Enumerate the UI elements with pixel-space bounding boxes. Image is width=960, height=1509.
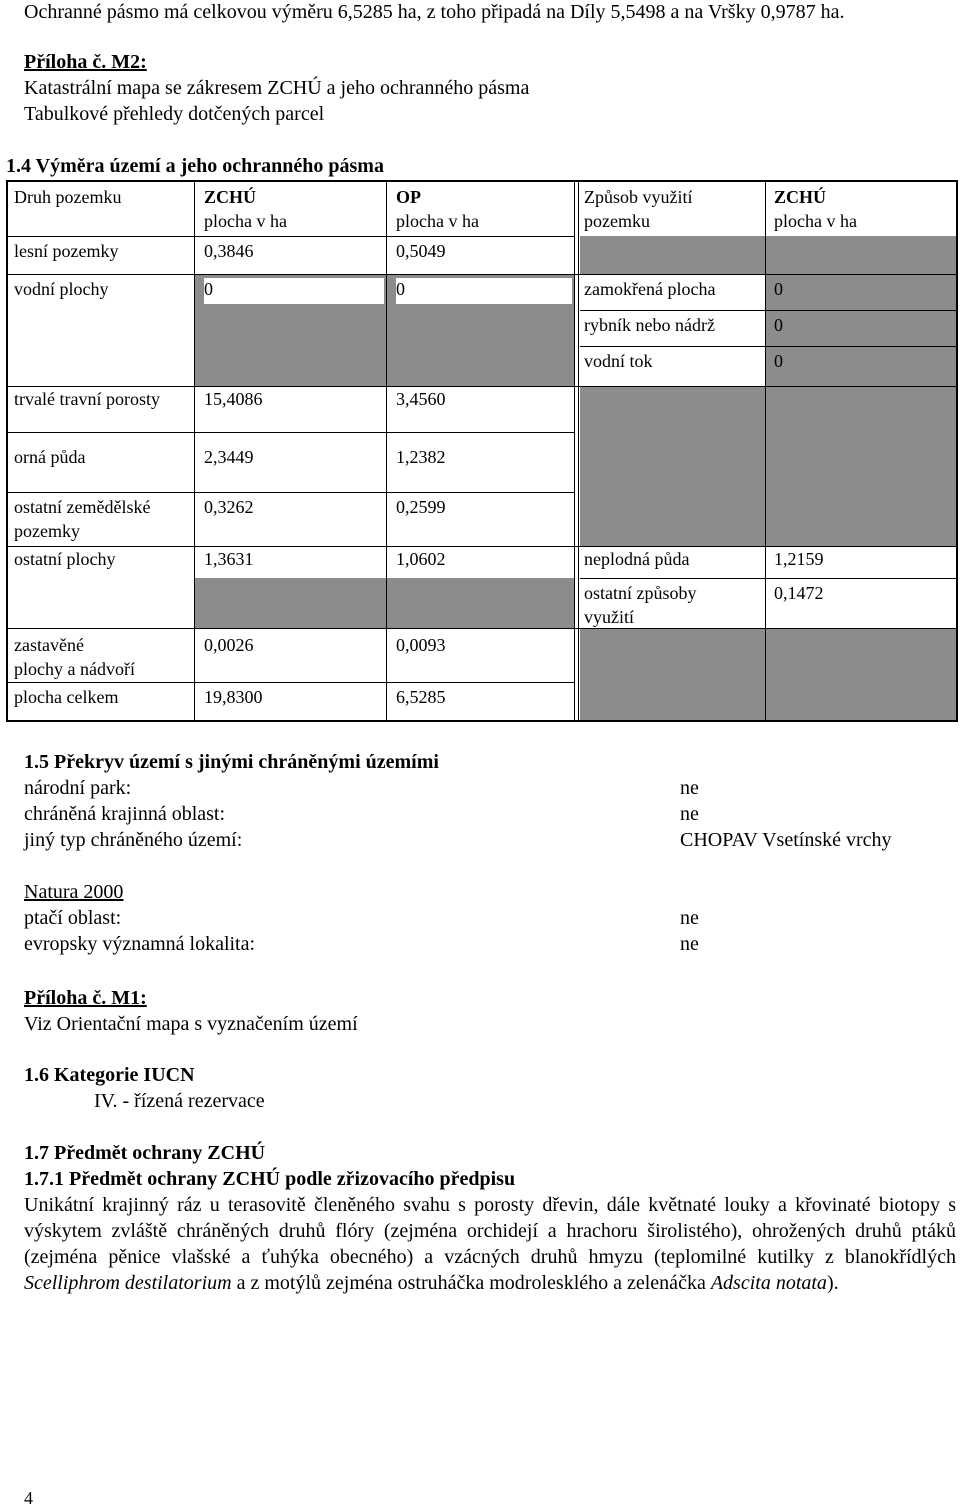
section-1-6-title: 1.6 Kategorie IUCN	[24, 1064, 195, 1086]
grey-fill	[580, 386, 956, 546]
row-divider	[8, 274, 956, 275]
grey-fill	[765, 274, 956, 386]
row-druh: vodní plochy	[14, 279, 109, 299]
row-op: 0,5049	[396, 241, 446, 261]
overlap-label: jiný typ chráněného území:	[24, 829, 243, 851]
col-divider	[194, 182, 195, 720]
protection-subject-paragraph	[24, 1192, 956, 1296]
natura-value: ne	[680, 907, 699, 929]
row-druh-line2: pozemky	[14, 521, 80, 541]
row-divider	[580, 578, 956, 579]
usage-value: 0,1472	[774, 583, 824, 603]
overlap-value: ne	[680, 803, 699, 825]
header-zchu-sub: plocha v ha	[204, 211, 287, 231]
overlap-label: národní park:	[24, 777, 132, 799]
row-op: 0,2599	[396, 497, 446, 517]
paragraph-text: ).	[826, 1272, 839, 1294]
area-table	[6, 180, 958, 722]
col-divider	[386, 182, 387, 720]
usage-value: 0	[774, 315, 783, 335]
iucn-category: IV. - řízená rezervace	[94, 1090, 265, 1112]
row-divider	[580, 310, 956, 311]
usage-name: ostatní způsoby	[584, 583, 697, 603]
row-divider	[8, 432, 574, 433]
row-divider	[580, 346, 956, 347]
overlap-label: chráněná krajinná oblast:	[24, 803, 226, 825]
row-zchu: 0,3846	[204, 241, 254, 261]
overlap-value: CHOPAV Vsetínské vrchy	[680, 829, 892, 851]
row-op: 6,5285	[396, 687, 446, 707]
intro-line: Ochranné pásmo má celkovou výměru 6,5285 ha, z toho připadá na Díly 5,5498 a na Vršky 0,9787 ha.	[24, 1, 845, 23]
row-druh: ostatní zemědělské	[14, 497, 151, 517]
header-zpusob: Způsob využití	[584, 187, 693, 207]
row-zchu: 0,0026	[204, 635, 254, 655]
row-druh: lesní pozemky	[14, 241, 119, 261]
annex-m2-line-2: Tabulkové přehledy dotčených parcel	[24, 103, 325, 125]
natura-label: evropsky významná lokalita:	[24, 933, 256, 955]
header-op: OP	[396, 187, 421, 207]
row-divider	[8, 236, 574, 237]
row-zchu: 1,3631	[204, 549, 254, 569]
row-zchu: 19,8300	[204, 687, 263, 707]
natura-value: ne	[680, 933, 699, 955]
row-zchu: 0,3262	[204, 497, 254, 517]
natura-title: Natura 2000	[24, 881, 124, 903]
row-divider	[8, 386, 956, 387]
row-op: 0,0093	[396, 635, 446, 655]
row-op: 1,0602	[396, 549, 446, 569]
row-op: 3,4560	[396, 389, 446, 409]
usage-name: rybník nebo nádrž	[584, 315, 715, 335]
header-op-sub: plocha v ha	[396, 211, 479, 231]
annex-m2-line-1: Katastrální mapa se zákresem ZCHÚ a jeho ochranného pásma	[24, 77, 530, 99]
grey-fill	[580, 628, 956, 720]
annex-m1-title: Příloha č. M1:	[24, 987, 147, 1009]
section-1-7-1-title: 1.7.1 Předmět ochrany ZCHÚ podle zřizovacího předpisu	[24, 1168, 516, 1190]
header-druh: Druh pozemku	[14, 187, 122, 207]
header-zpusob-sub: pozemku	[584, 211, 650, 231]
row-druh-line2: plochy a nádvoří	[14, 659, 135, 679]
usage-name-line2: využití	[584, 607, 634, 627]
row-op: 0	[396, 278, 572, 304]
usage-value: 0	[774, 279, 783, 299]
annex-m2-title: Příloha č. M2:	[24, 51, 147, 73]
col-divider	[765, 182, 766, 720]
row-druh: zastavěné	[14, 635, 84, 655]
species-name: Adscita notata	[710, 1272, 827, 1294]
row-op: 1,2382	[396, 447, 446, 467]
usage-name: zamokřená plocha	[584, 279, 716, 299]
row-druh: trvalé travní porosty	[14, 389, 160, 409]
natura-label: ptačí oblast:	[24, 907, 122, 929]
usage-name: vodní tok	[584, 351, 653, 371]
row-divider	[8, 628, 956, 629]
row-divider	[8, 492, 574, 493]
usage-name: neplodná půda	[584, 549, 690, 569]
row-zchu: 0	[204, 278, 384, 304]
section-1-5-title: 1.5 Překryv území s jinými chráněnými územími	[24, 751, 439, 773]
overlap-value: ne	[680, 777, 699, 799]
row-zchu: 2,3449	[204, 447, 254, 467]
header-zchu: ZCHÚ	[204, 187, 257, 207]
header-zchu2: ZCHÚ	[774, 187, 827, 207]
usage-value: 0	[774, 351, 783, 371]
row-druh: ostatní plochy	[14, 549, 116, 569]
row-zchu: 15,4086	[204, 389, 263, 409]
species-name: Scelliphrom destilatorium	[24, 1272, 232, 1294]
annex-m1-line: Viz Orientační mapa s vyznačením území	[24, 1013, 358, 1035]
row-divider	[8, 546, 956, 547]
paragraph-text: a z motýlů zejména ostruháčka modrolesklého a zelenáčka	[231, 1272, 711, 1294]
row-druh: orná půda	[14, 447, 86, 467]
row-druh: plocha celkem	[14, 687, 119, 707]
paragraph-text: Unikátní krajinný ráz u terasovitě členěného svahu s porosty dřevin, dále květnaté louky a křovinaté biotopy s výskytem zvláště chráněných druhů flóry (zejména orchidejí a hrachoru širolistého), ohrožených druhů ptáků (zejména pěnice vlašské a ťuhýka obecného) a vzácných druhů hmyzu (teplomilné kutilky z blanokřídlých	[24, 1194, 956, 1268]
usage-value: 1,2159	[774, 549, 824, 569]
double-divider	[574, 182, 579, 720]
row-divider	[8, 682, 574, 683]
header-zchu2-sub: plocha v ha	[774, 211, 857, 231]
section-1-4-title: 1.4 Výměra území a jeho ochranného pásma	[6, 155, 384, 177]
page-number: 4	[24, 1488, 33, 1508]
section-1-7-title: 1.7 Předmět ochrany ZCHÚ	[24, 1142, 266, 1164]
